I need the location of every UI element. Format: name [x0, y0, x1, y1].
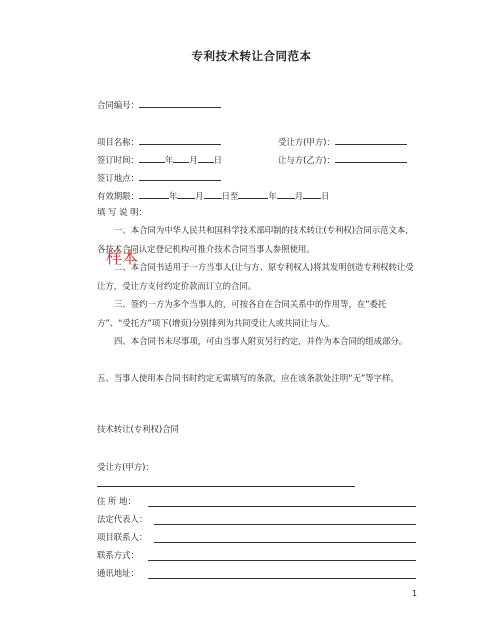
validity-start-month-label: 月	[195, 191, 204, 201]
transferee-line	[278, 135, 407, 148]
validity-end-year-blank[interactable]	[238, 189, 268, 199]
instruction-para-5: 五、当事人使用本合同书时约定无需填写的条款，应在该条款处注明“无”等字样。	[97, 373, 399, 383]
validity-end-day-blank[interactable]	[303, 189, 321, 199]
transferee-blank[interactable]	[335, 135, 407, 145]
validity-start-year-label: 年	[168, 191, 178, 201]
validity-end-year-label: 年	[268, 191, 277, 201]
instruction-para-2: 二、本合同书适用于一方当事人(让与方、原专利权人)将其发明创造专利权转让受让方，受让方支付约定价款而订立的合同。	[97, 262, 414, 291]
transferee-label: 受让方(甲方)：	[278, 137, 335, 147]
validity-start-month-blank[interactable]	[177, 189, 195, 199]
instruction-para-3: 三、签约一方为多个当事人的，可按各自在合同关系中的作用等，在“委托方”、“受托方”项下(增页)分别排列为共同受让人或共同让与人。	[97, 299, 387, 328]
contract-number-blank[interactable]	[139, 98, 221, 108]
instruction-para-1: 一、本合同为中华人民共和国科学技术部印制的技术转让(专利权)合同示范文本，各技术合同认定登记机构可推介技术合同当事人参照使用。	[97, 225, 414, 254]
mailing-address-label: 通讯地址：	[97, 568, 139, 578]
validity-end-day-label: 日	[321, 191, 330, 201]
sign-time-line	[97, 153, 222, 166]
document-title: 专利技术转让合同范本	[191, 49, 312, 63]
sign-place-label: 签订地点：	[97, 173, 139, 183]
sign-time-label: 签订时间：	[97, 155, 139, 165]
sign-day-label: 日	[213, 155, 222, 165]
project-name-blank[interactable]	[139, 135, 221, 145]
validity-start-day-blank[interactable]	[204, 189, 222, 199]
sign-day-blank[interactable]	[198, 153, 214, 163]
contact-method-rule[interactable]	[148, 560, 416, 561]
validity-to-label: 日至	[221, 191, 239, 201]
transferor-blank[interactable]	[335, 153, 407, 163]
validity-start-year-blank[interactable]	[139, 189, 169, 199]
section-title: 技术转让(专利权)合同	[97, 424, 179, 434]
contact-method-label: 联系方式：	[97, 550, 139, 560]
validity-line	[97, 189, 330, 202]
validity-end-month-blank[interactable]	[277, 189, 295, 199]
validity-label: 有效期限：	[97, 191, 139, 201]
transferor-label: 让与方(乙方)：	[278, 155, 335, 165]
contract-number-line	[97, 98, 221, 111]
page-number: 1	[412, 589, 418, 598]
sign-year-label: 年	[164, 155, 174, 165]
address-label: 住 所 地：	[97, 496, 136, 506]
contract-number-label: 合同编号：	[97, 100, 139, 110]
validity-end-month-label: 月	[294, 191, 304, 201]
sign-place-blank[interactable]	[139, 171, 221, 181]
party-a-name-rule[interactable]	[97, 486, 355, 487]
project-contact-rule[interactable]	[154, 542, 416, 543]
project-name-label: 项目名称：	[97, 137, 139, 147]
transferor-line	[278, 153, 407, 166]
project-contact-label: 项目联系人：	[97, 532, 148, 542]
project-name-line	[97, 135, 221, 148]
legal-rep-rule[interactable]	[154, 524, 416, 525]
sample-stamp: 样本	[106, 248, 139, 267]
legal-rep-label: 法定代表人：	[97, 514, 148, 524]
sign-month-blank[interactable]	[173, 153, 189, 163]
mailing-address-rule[interactable]	[148, 578, 416, 579]
instruction-para-4: 四、本合同书未尽事项，可由当事人附页另行约定，并作为本合同的组成部分。	[114, 336, 408, 346]
instructions-heading: 填 写 说 明：	[97, 207, 147, 217]
sign-year-blank[interactable]	[139, 153, 165, 163]
party-a-label: 受让方(甲方)：	[97, 462, 154, 472]
sign-place-line	[97, 171, 221, 184]
sign-month-label: 月	[189, 155, 198, 165]
address-rule[interactable]	[148, 506, 416, 507]
